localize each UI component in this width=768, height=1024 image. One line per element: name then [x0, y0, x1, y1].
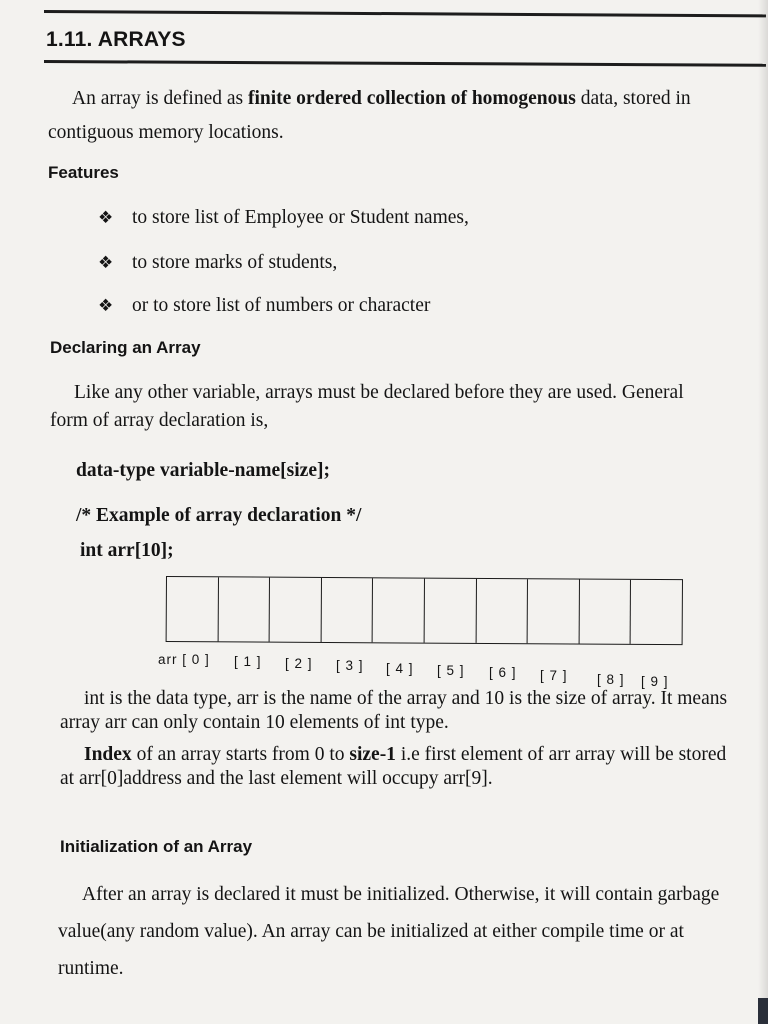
explain-line-3: Index of an array starts from 0 to size-1 i.e first element of arr array will be stored: [84, 744, 727, 765]
init-line-1: After an array is declared it must be initialized. Otherwise, it will contain garbage: [82, 884, 720, 905]
array-cell: [167, 577, 219, 641]
array-cell: [218, 577, 270, 641]
array-cell: [425, 579, 477, 643]
example-comment: /* Example of array declaration */: [76, 505, 362, 526]
feature-item-3: ❖ or to store list of numbers or character: [98, 295, 431, 316]
array-index-label: [ 8 ]: [597, 672, 625, 687]
initialization-paragraph: [58, 876, 768, 987]
declaring-line-2: form of array declaration is,: [50, 410, 269, 431]
size-bold: size-1: [349, 744, 396, 765]
top-rule: [44, 10, 766, 17]
corner-mark: [758, 998, 768, 1024]
explain-line-4: at arr[0]address and the last element will occupy arr[9].: [60, 768, 493, 789]
intro-definition-bold: finite ordered collection of homogenous: [247, 88, 576, 109]
array-index-label: [ 4 ]: [386, 661, 414, 676]
title-underline-rule: [44, 60, 766, 67]
array-index-label: [ 5 ]: [437, 663, 465, 678]
section-title: 1.11. ARRAYS: [46, 28, 186, 51]
array-index-label: [ 7 ]: [540, 668, 568, 683]
array-cell: [476, 579, 528, 643]
page-edge-shadow: [758, 0, 768, 1024]
explain-line-2: array arr can only contain 10 elements of int type.: [60, 712, 449, 733]
intro-paragraph: [48, 82, 764, 150]
array-index-label: [ 3 ]: [336, 658, 364, 673]
explain-line-1: int is the data type, arr is the name of the array and 10 is the size of array. It means: [84, 688, 728, 709]
explain-paragraph: [60, 682, 768, 796]
array-cell: [321, 578, 373, 642]
array-index-label: [ 2 ]: [285, 656, 313, 671]
array-cell: [579, 580, 631, 644]
intro-line-1: An array is defined as finite ordered collection of homogenous data, stored in: [72, 88, 691, 109]
array-index-label: [ 1 ]: [234, 654, 262, 669]
initialization-heading: Initialization of an Array: [60, 837, 253, 856]
diamond-bullet-icon: ❖: [98, 253, 114, 273]
declaring-line-1: Like any other variable, arrays must be declared before they are used. General: [74, 382, 684, 403]
array-cell: [270, 578, 322, 642]
diamond-bullet-icon: ❖: [98, 208, 114, 228]
array-diagram: [166, 576, 683, 645]
array-cell: [631, 580, 682, 644]
declaration-syntax: data-type variable-name[size];: [76, 460, 330, 481]
array-cell: [528, 579, 580, 643]
feature-item-1: ❖ to store list of Employee or Student names,: [98, 207, 469, 228]
index-bold: Index: [84, 744, 132, 765]
init-line-2: value(any random value). An array can be initialized at either compile time or at: [58, 921, 684, 942]
init-line-3: runtime.: [58, 958, 124, 979]
declaring-paragraph: [50, 376, 766, 438]
intro-line-2: contiguous memory locations.: [48, 122, 284, 143]
feature-item-2: ❖ to store marks of students,: [98, 252, 338, 273]
array-index-label: arr [ 0 ]: [158, 652, 210, 667]
diamond-bullet-icon: ❖: [98, 296, 114, 316]
example-declaration: int arr[10];: [80, 540, 174, 561]
array-cell: [373, 578, 425, 642]
declaring-heading: Declaring an Array: [50, 338, 201, 357]
array-index-label: [ 6 ]: [489, 665, 517, 680]
array-index-label: [ 9 ]: [641, 674, 669, 689]
features-heading: Features: [48, 163, 119, 182]
